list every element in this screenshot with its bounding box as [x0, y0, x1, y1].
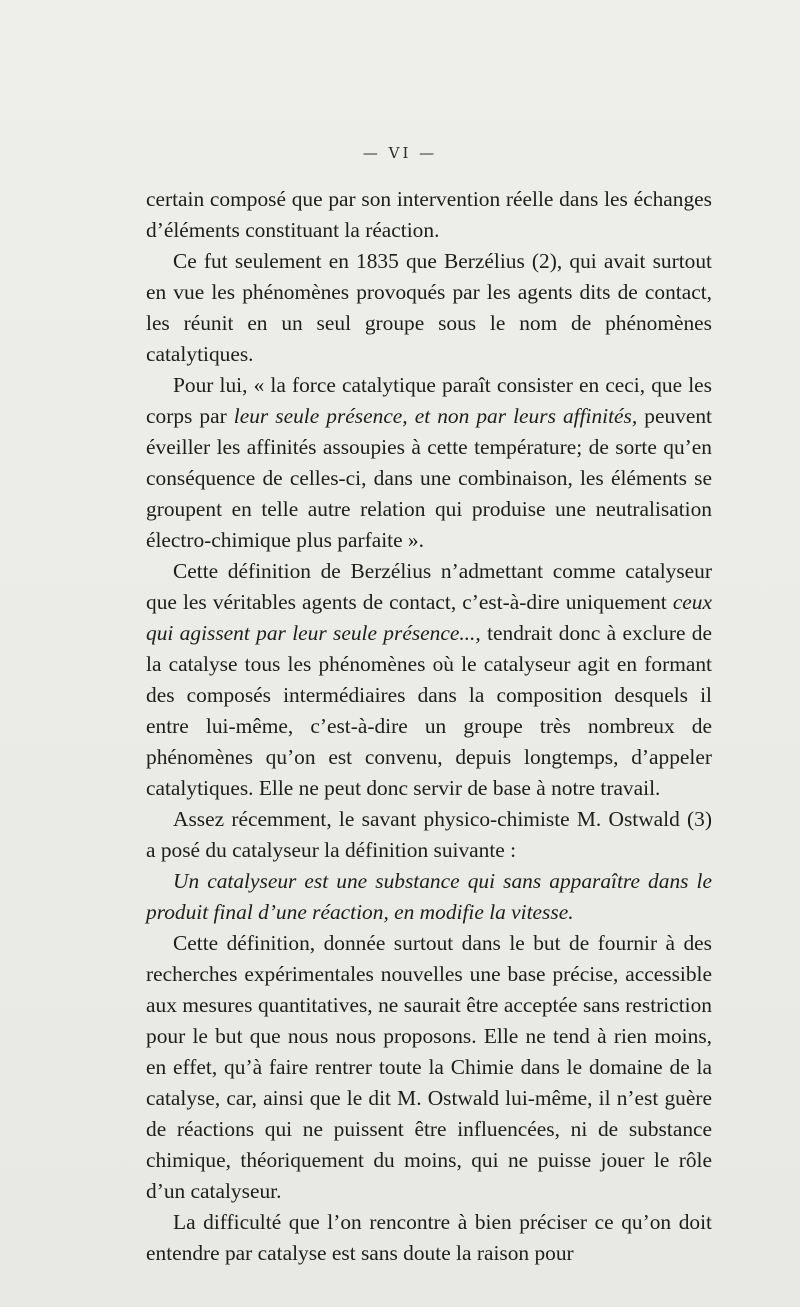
body-text	[146, 184, 712, 1269]
italic-definition: Un catalyseur est une substance qui sans apparaître dans le produit final d’une réaction, en modifie la vitesse.	[146, 869, 712, 924]
paragraph-definition-critique	[146, 556, 712, 804]
page-number: — VI —	[362, 144, 438, 162]
paragraph-text: La difficulté que l’on rencontre à bien préciser ce qu’on doit entendre par catalyse est sans doute la raison pour	[146, 1210, 712, 1265]
paragraph-text: Assez récemment, le savant physico-chimiste M. Ostwald (3) a posé du catalyseur la définition suivante :	[146, 807, 712, 862]
paragraph-ostwald-definition	[146, 866, 712, 928]
paragraph-text: Cette définition de Berzélius n’admettant comme catalyseur que les véritables agents de contact, c’est-à-dire uniquement	[146, 559, 712, 614]
paragraph-berzelius-quote	[146, 370, 712, 556]
paragraph-berzelius-1835	[146, 246, 712, 370]
paragraph-1-continuation	[146, 184, 712, 246]
paragraph-text: peuvent éveiller les affinités assoupies à cette température; de sorte qu’en conséquence de celles-ci, dans une combinaison, les éléments se groupent en telle autre relation qui produise une neutralisation électro-chimique plus parfaite ».	[146, 404, 713, 552]
italic-phrase: leur seule présence, et non par leurs affinités,	[233, 404, 638, 428]
italic-phrase: ceux qui agissent par leur seule présence...,	[146, 590, 712, 645]
paragraph-text: tendrait donc à exclure de la catalyse tous les phénomènes où le catalyseur agit en formant des composés intermédiaires dans la composition desquels il entre lui-même, c’est-à-dire un groupe très nombreux de phénomènes qu’on est convenu, depuis longtemps, d’appeler catalytiques. Elle ne peut donc servir de base à notre travail.	[146, 621, 712, 800]
paragraph-text: Cette définition, donnée surtout dans le but de fournir à des recherches expérimentales nouvelles une base précise, accessible aux mesures quantitatives, ne saurait être acceptée sans restriction pour le but que nous nous proposons. Elle ne tend à rien moins, en effet, qu’à faire rentrer toute la Chimie dans le domaine de la catalyse, car, ainsi que le dit M. Ostwald lui-même, il n’est guère de réactions qui ne puissent être influencées, ni de substance chimique, théoriquement du moins, qui ne puisse jouer le rôle d’un catalyseur.	[146, 931, 712, 1203]
paragraph-text: certain composé que par son intervention réelle dans les échanges d’éléments constituant la réaction.	[146, 187, 712, 242]
paragraph-difficulty	[146, 1207, 712, 1269]
paragraph-text: Pour lui, « la force catalytique paraît consister en ceci, que les corps par	[146, 373, 712, 428]
paragraph-ostwald-critique	[146, 928, 712, 1207]
paragraph-ostwald-intro	[146, 804, 712, 866]
paragraph-text: Ce fut seulement en 1835 que Berzélius (2), qui avait surtout en vue les phénomènes provoqués par les agents dits de contact, les réunit en un seul groupe sous le nom de phénomènes catalytiques.	[146, 249, 712, 366]
